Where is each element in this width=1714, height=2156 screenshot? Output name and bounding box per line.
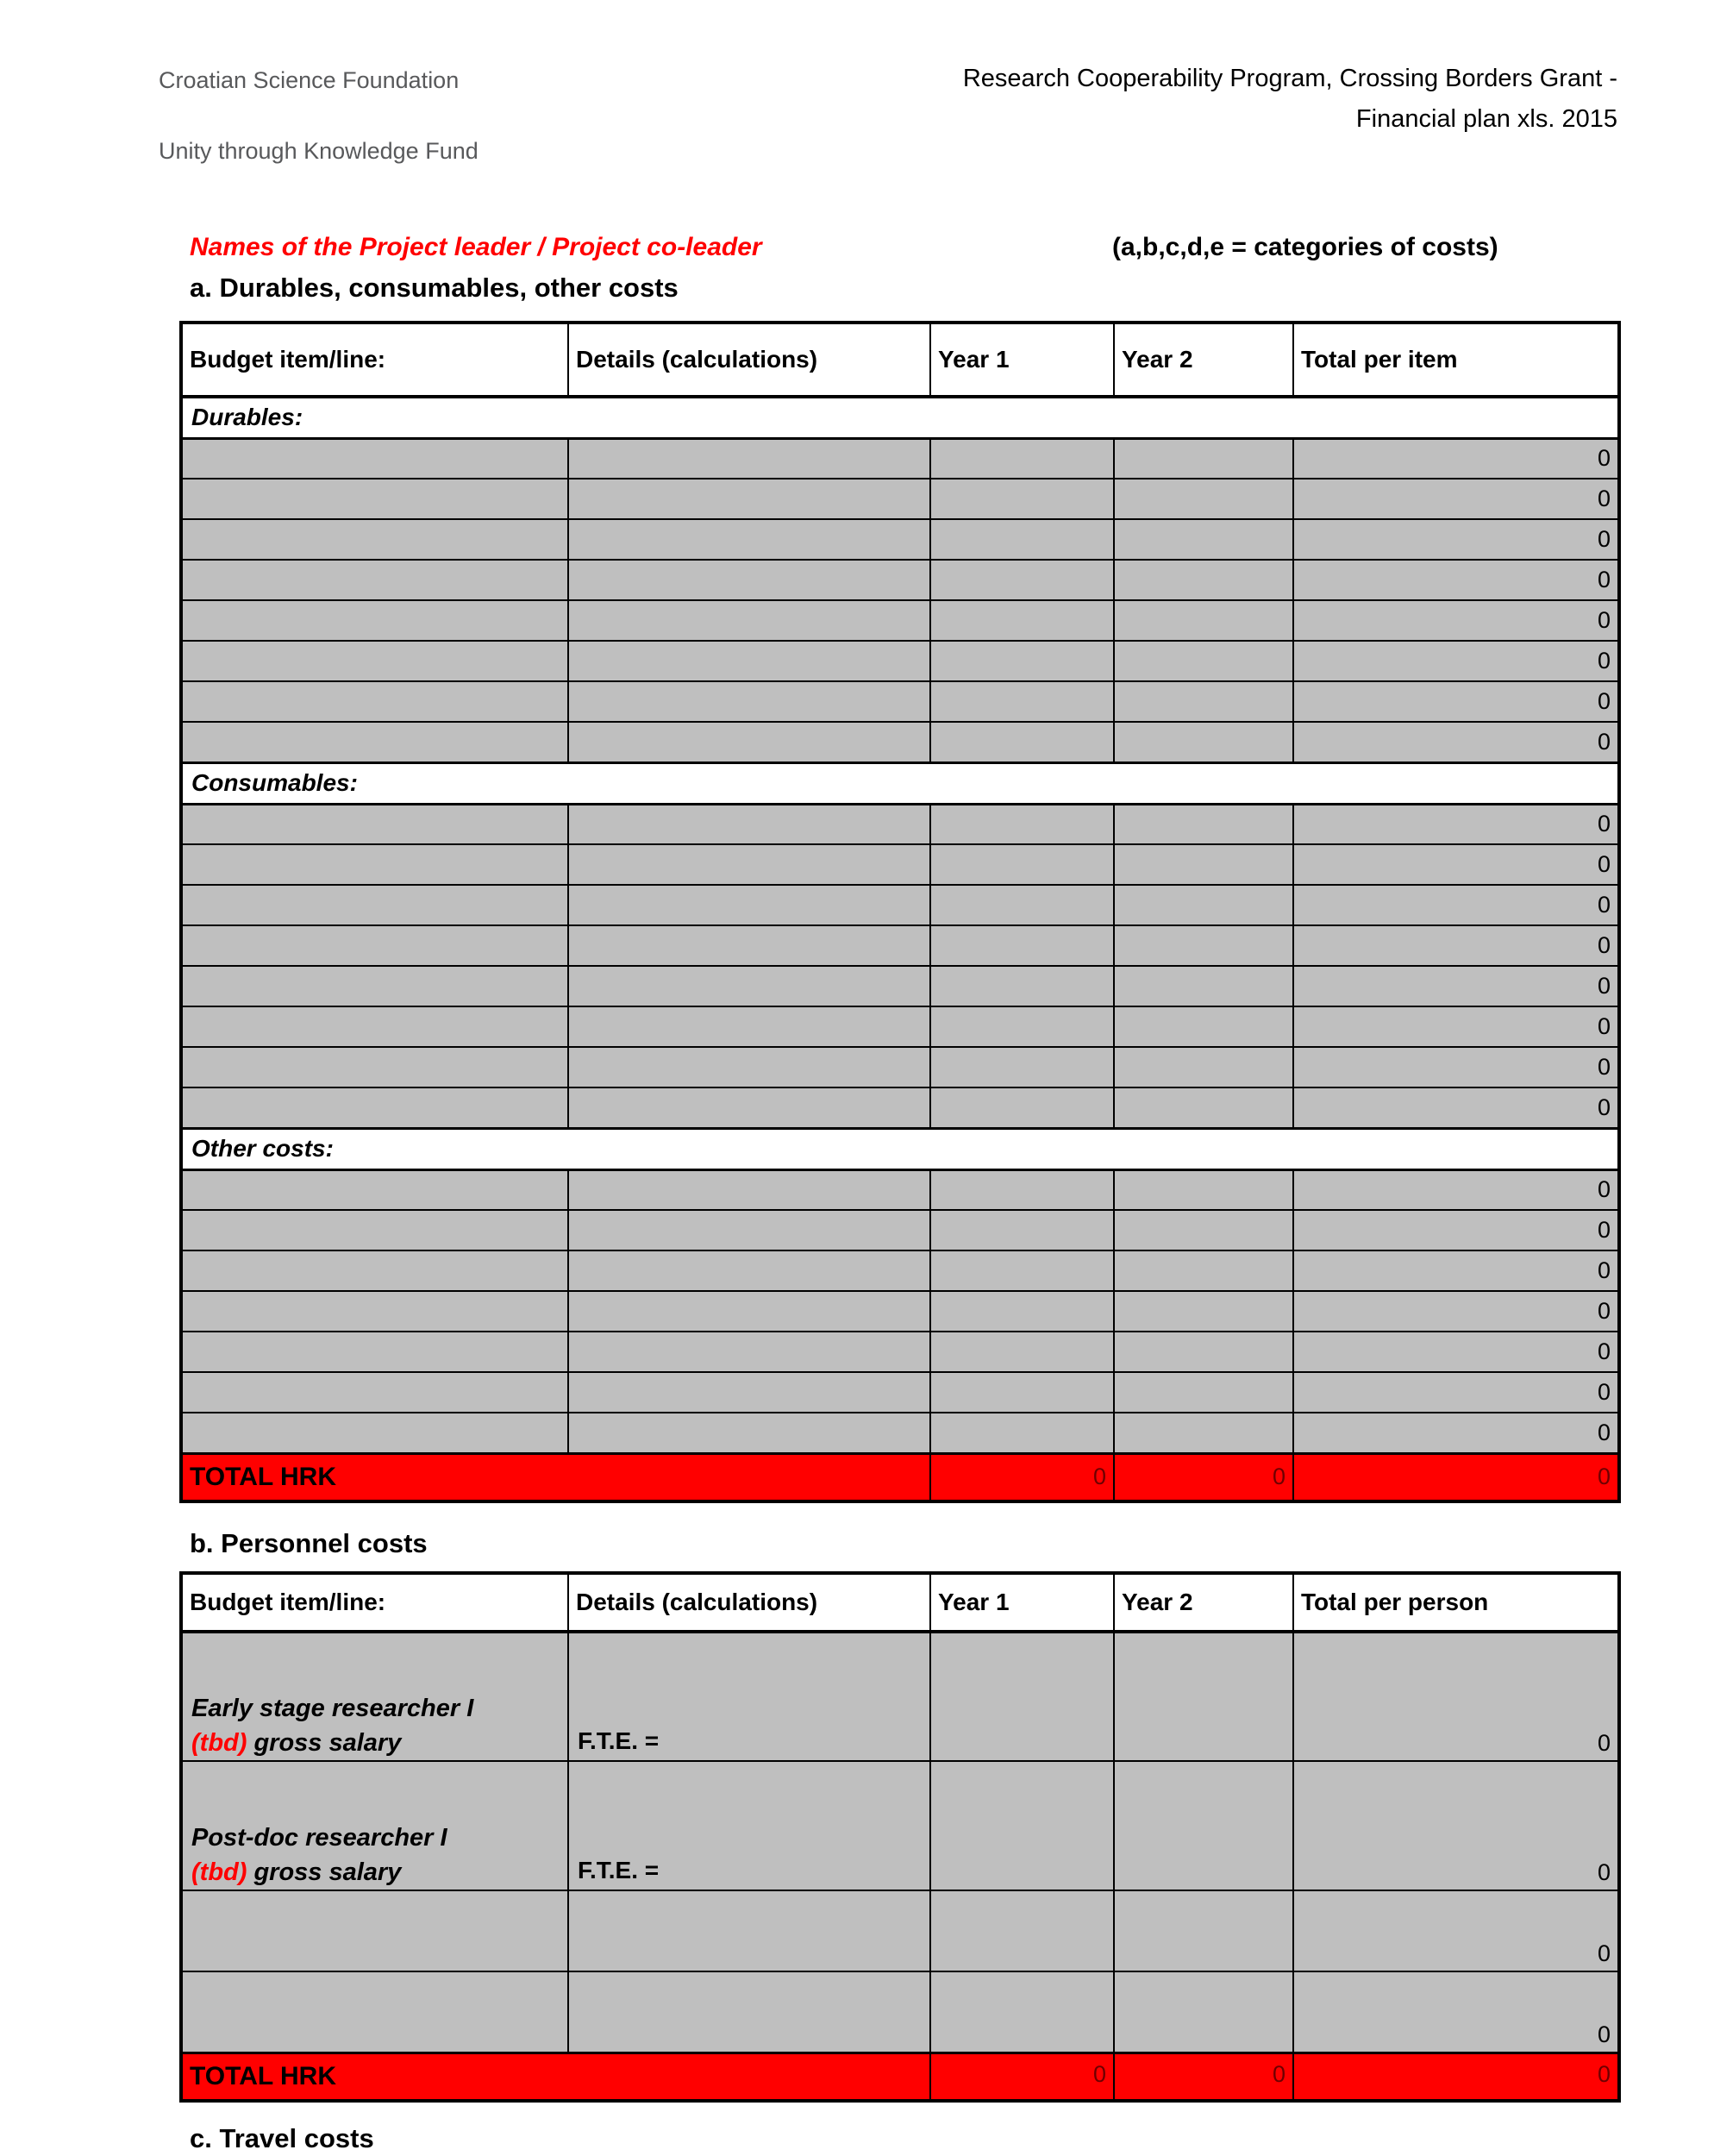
details-cell[interactable] — [568, 1047, 930, 1087]
total-year2-cell: 0 — [1114, 1453, 1293, 1501]
budget-row — [181, 1006, 1619, 1047]
year1-cell[interactable] — [930, 722, 1114, 762]
budget-row — [181, 844, 1619, 885]
total-hrk-label: TOTAL HRK — [181, 1453, 930, 1501]
year2-cell[interactable] — [1114, 1890, 1293, 1971]
budget-row — [181, 1332, 1619, 1372]
year2-cell[interactable] — [1114, 1413, 1293, 1453]
budget-row — [181, 1047, 1619, 1087]
document-title-line2: Financial plan xls. 2015 — [1355, 105, 1617, 133]
col-budget-item: Budget item/line: — [181, 323, 568, 397]
budget-row — [181, 1210, 1619, 1250]
budget-row — [181, 479, 1619, 519]
salary-note: gross salary — [247, 1858, 402, 1886]
details-cell[interactable] — [568, 1291, 930, 1332]
col-details: Details (calculations) — [568, 323, 930, 397]
budget-item-cell[interactable] — [181, 1047, 568, 1087]
researcher-title: Early stage researcher I — [191, 1695, 474, 1722]
budget-item-cell[interactable] — [181, 1971, 568, 2053]
total-sum-cell: 0 — [1293, 2053, 1619, 2101]
total-hrk-row — [181, 2053, 1619, 2101]
details-cell[interactable] — [568, 844, 930, 885]
personnel-row — [181, 1971, 1619, 2053]
year1-cell[interactable] — [930, 1971, 1114, 2053]
budget-row — [181, 1169, 1619, 1210]
budget-item-cell[interactable] — [181, 641, 568, 681]
total-per-person-cell: 0 — [1293, 1890, 1619, 1971]
total-per-item-cell: 0 — [1293, 844, 1619, 885]
details-cell[interactable] — [568, 438, 930, 479]
project-leader-names-label: Names of the Project leader / Project co-leader — [190, 233, 762, 261]
year1-cell[interactable] — [930, 1332, 1114, 1372]
total-hrk-row — [181, 1453, 1619, 1501]
col-year1: Year 1 — [930, 323, 1114, 397]
details-cell[interactable] — [568, 925, 930, 966]
year2-cell[interactable] — [1114, 925, 1293, 966]
budget-item-cell[interactable] — [181, 1291, 568, 1332]
year2-cell[interactable] — [1114, 1047, 1293, 1087]
details-cell[interactable] — [568, 1250, 930, 1291]
budget-item-cell[interactable] — [181, 600, 568, 641]
year1-cell[interactable] — [930, 1250, 1114, 1291]
tbd-note: (tbd) — [191, 1729, 247, 1757]
details-cell[interactable] — [568, 1169, 930, 1210]
budget-row — [181, 1250, 1619, 1291]
budget-row — [181, 1087, 1619, 1128]
durables-consumables-table — [179, 321, 1621, 1503]
budget-row — [181, 722, 1619, 762]
fte-cell[interactable]: F.T.E. = — [568, 1761, 930, 1890]
budget-row — [181, 1413, 1619, 1453]
col-details: Details (calculations) — [568, 1573, 930, 1632]
details-cell[interactable] — [568, 1413, 930, 1453]
year1-cell[interactable] — [930, 1413, 1114, 1453]
year2-cell[interactable] — [1114, 560, 1293, 600]
personnel-costs-table — [179, 1571, 1621, 2103]
budget-item-cell — [181, 1761, 568, 1890]
year1-cell[interactable] — [930, 1169, 1114, 1210]
budget-item-cell[interactable] — [181, 1372, 568, 1413]
details-cell[interactable] — [568, 1210, 930, 1250]
budget-item-cell[interactable] — [181, 519, 568, 560]
total-per-item-cell: 0 — [1293, 1210, 1619, 1250]
group-header-row — [181, 397, 1619, 438]
total-per-item-cell: 0 — [1293, 804, 1619, 844]
cost-categories-note: (a,b,c,d,e = categories of costs) — [1112, 233, 1498, 261]
year1-cell[interactable] — [930, 641, 1114, 681]
section-b-heading: b. Personnel costs — [190, 1528, 428, 1558]
total-per-person-cell: 0 — [1293, 1971, 1619, 2053]
budget-row — [181, 1372, 1619, 1413]
total-per-item-cell: 0 — [1293, 925, 1619, 966]
details-cell[interactable] — [568, 885, 930, 925]
total-per-item-cell: 0 — [1293, 519, 1619, 560]
table-b-body — [181, 1632, 1619, 2101]
budget-item-cell[interactable] — [181, 1169, 568, 1210]
budget-item-cell[interactable] — [181, 844, 568, 885]
budget-item-cell[interactable] — [181, 438, 568, 479]
year1-cell[interactable] — [930, 966, 1114, 1006]
budget-row — [181, 560, 1619, 600]
details-cell[interactable] — [568, 1332, 930, 1372]
year2-cell[interactable] — [1114, 1250, 1293, 1291]
year1-cell[interactable] — [930, 1210, 1114, 1250]
year1-cell[interactable] — [930, 479, 1114, 519]
budget-row — [181, 438, 1619, 479]
year1-cell[interactable] — [930, 885, 1114, 925]
year2-cell[interactable] — [1114, 885, 1293, 925]
year1-cell[interactable] — [930, 804, 1114, 844]
year2-cell[interactable] — [1114, 438, 1293, 479]
total-year2-cell: 0 — [1114, 2053, 1293, 2101]
col-year2: Year 2 — [1114, 323, 1293, 397]
year2-cell[interactable] — [1114, 1632, 1293, 1761]
year1-cell[interactable] — [930, 1047, 1114, 1087]
document-title-line1: Research Cooperability Program, Crossing Borders Grant - — [962, 65, 1617, 92]
section-a-heading: a. Durables, consumables, other costs — [190, 273, 679, 303]
details-cell[interactable] — [568, 600, 930, 641]
col-budget-item: Budget item/line: — [181, 1573, 568, 1632]
details-cell[interactable] — [568, 966, 930, 1006]
total-hrk-label: TOTAL HRK — [181, 2053, 930, 2101]
budget-row — [181, 519, 1619, 560]
total-per-item-cell: 0 — [1293, 1413, 1619, 1453]
details-cell[interactable] — [568, 1372, 930, 1413]
col-year1: Year 1 — [930, 1573, 1114, 1632]
total-per-item-cell: 0 — [1293, 722, 1619, 762]
total-per-item-cell: 0 — [1293, 1169, 1619, 1210]
personnel-row — [181, 1632, 1619, 1761]
total-per-item-cell: 0 — [1293, 1372, 1619, 1413]
budget-row — [181, 885, 1619, 925]
group-header-row — [181, 762, 1619, 804]
fte-cell[interactable] — [568, 1890, 930, 1971]
budget-item-cell[interactable] — [181, 1332, 568, 1372]
total-year1-cell: 0 — [930, 2053, 1114, 2101]
total-per-item-cell: 0 — [1293, 1006, 1619, 1047]
year2-cell[interactable] — [1114, 641, 1293, 681]
year1-cell[interactable] — [930, 925, 1114, 966]
group-header-row — [181, 1128, 1619, 1169]
budget-row — [181, 804, 1619, 844]
total-per-person-cell: 0 — [1293, 1632, 1619, 1761]
details-cell[interactable] — [568, 641, 930, 681]
year1-cell[interactable] — [930, 1761, 1114, 1890]
section-c-heading: c. Travel costs — [190, 2123, 374, 2153]
year2-cell[interactable] — [1114, 600, 1293, 641]
total-per-item-cell: 0 — [1293, 885, 1619, 925]
budget-item-cell[interactable] — [181, 1890, 568, 1971]
budget-row — [181, 966, 1619, 1006]
total-per-item-cell: 0 — [1293, 560, 1619, 600]
year1-cell[interactable] — [930, 1006, 1114, 1047]
year1-cell[interactable] — [930, 844, 1114, 885]
budget-item-cell[interactable] — [181, 966, 568, 1006]
budget-item-cell[interactable] — [181, 1006, 568, 1047]
budget-item-cell[interactable] — [181, 804, 568, 844]
total-per-item-cell: 0 — [1293, 438, 1619, 479]
budget-row — [181, 1291, 1619, 1332]
year1-cell[interactable] — [930, 681, 1114, 722]
total-per-item-cell: 0 — [1293, 1047, 1619, 1087]
budget-row — [181, 681, 1619, 722]
total-per-item-cell: 0 — [1293, 1087, 1619, 1128]
col-total-per-person: Total per person — [1293, 1573, 1619, 1632]
group-label: Consumables: — [181, 762, 1619, 804]
total-per-item-cell: 0 — [1293, 641, 1619, 681]
year2-cell[interactable] — [1114, 1210, 1293, 1250]
year1-cell[interactable] — [930, 600, 1114, 641]
salary-note: gross salary — [247, 1729, 402, 1757]
year1-cell[interactable] — [930, 1890, 1114, 1971]
table-a-header-row — [181, 323, 1619, 397]
year1-cell[interactable] — [930, 560, 1114, 600]
col-year2: Year 2 — [1114, 1573, 1293, 1632]
year1-cell[interactable] — [930, 438, 1114, 479]
budget-item-cell[interactable] — [181, 925, 568, 966]
year2-cell[interactable] — [1114, 844, 1293, 885]
budget-row — [181, 641, 1619, 681]
details-cell[interactable] — [568, 722, 930, 762]
year2-cell[interactable] — [1114, 1006, 1293, 1047]
fte-cell[interactable] — [568, 1971, 930, 2053]
budget-item-cell[interactable] — [181, 722, 568, 762]
budget-item-cell[interactable] — [181, 1413, 568, 1453]
year2-cell[interactable] — [1114, 681, 1293, 722]
budget-item-cell[interactable] — [181, 681, 568, 722]
total-per-item-cell: 0 — [1293, 600, 1619, 641]
tbd-note: (tbd) — [191, 1858, 247, 1886]
table-b-header-row — [181, 1573, 1619, 1632]
total-per-item-cell: 0 — [1293, 1291, 1619, 1332]
year2-cell[interactable] — [1114, 1169, 1293, 1210]
details-cell[interactable] — [568, 804, 930, 844]
total-per-person-cell: 0 — [1293, 1761, 1619, 1890]
year2-cell[interactable] — [1114, 479, 1293, 519]
personnel-row — [181, 1890, 1619, 1971]
year1-cell[interactable] — [930, 1372, 1114, 1413]
total-per-item-cell: 0 — [1293, 479, 1619, 519]
group-label: Other costs: — [181, 1128, 1619, 1169]
details-cell[interactable] — [568, 519, 930, 560]
year2-cell[interactable] — [1114, 966, 1293, 1006]
fund-name: Unity through Knowledge Fund — [159, 138, 479, 164]
total-per-item-cell: 0 — [1293, 966, 1619, 1006]
year2-cell[interactable] — [1114, 1761, 1293, 1890]
total-year1-cell: 0 — [930, 1453, 1114, 1501]
researcher-title: Post-doc researcher I — [191, 1824, 447, 1852]
year2-cell[interactable] — [1114, 1332, 1293, 1372]
budget-item-cell[interactable] — [181, 479, 568, 519]
year1-cell[interactable] — [930, 1291, 1114, 1332]
personnel-row — [181, 1761, 1619, 1890]
budget-row — [181, 925, 1619, 966]
details-cell[interactable] — [568, 560, 930, 600]
budget-item-cell[interactable] — [181, 1087, 568, 1128]
total-sum-cell: 0 — [1293, 1453, 1619, 1501]
year1-cell[interactable] — [930, 1632, 1114, 1761]
details-cell[interactable] — [568, 1087, 930, 1128]
details-cell[interactable] — [568, 479, 930, 519]
document-title — [963, 59, 1617, 140]
year2-cell[interactable] — [1114, 519, 1293, 560]
year2-cell[interactable] — [1114, 1087, 1293, 1128]
year2-cell[interactable] — [1114, 1971, 1293, 2053]
fte-cell[interactable]: F.T.E. = — [568, 1632, 930, 1761]
group-label: Durables: — [181, 397, 1619, 438]
year2-cell[interactable] — [1114, 804, 1293, 844]
total-per-item-cell: 0 — [1293, 1332, 1619, 1372]
year1-cell[interactable] — [930, 519, 1114, 560]
budget-row — [181, 600, 1619, 641]
year2-cell[interactable] — [1114, 722, 1293, 762]
total-per-item-cell: 0 — [1293, 1250, 1619, 1291]
org-name: Croatian Science Foundation — [159, 67, 460, 93]
budget-item-cell[interactable] — [181, 1210, 568, 1250]
year1-cell[interactable] — [930, 1087, 1114, 1128]
details-cell[interactable] — [568, 1006, 930, 1047]
details-cell[interactable] — [568, 681, 930, 722]
year2-cell[interactable] — [1114, 1291, 1293, 1332]
year2-cell[interactable] — [1114, 1372, 1293, 1413]
budget-item-cell — [181, 1632, 568, 1761]
table-a-body — [181, 397, 1619, 1501]
budget-item-cell[interactable] — [181, 1250, 568, 1291]
col-total-per-item: Total per item — [1293, 323, 1619, 397]
budget-item-cell[interactable] — [181, 885, 568, 925]
budget-item-cell[interactable] — [181, 560, 568, 600]
total-per-item-cell: 0 — [1293, 681, 1619, 722]
